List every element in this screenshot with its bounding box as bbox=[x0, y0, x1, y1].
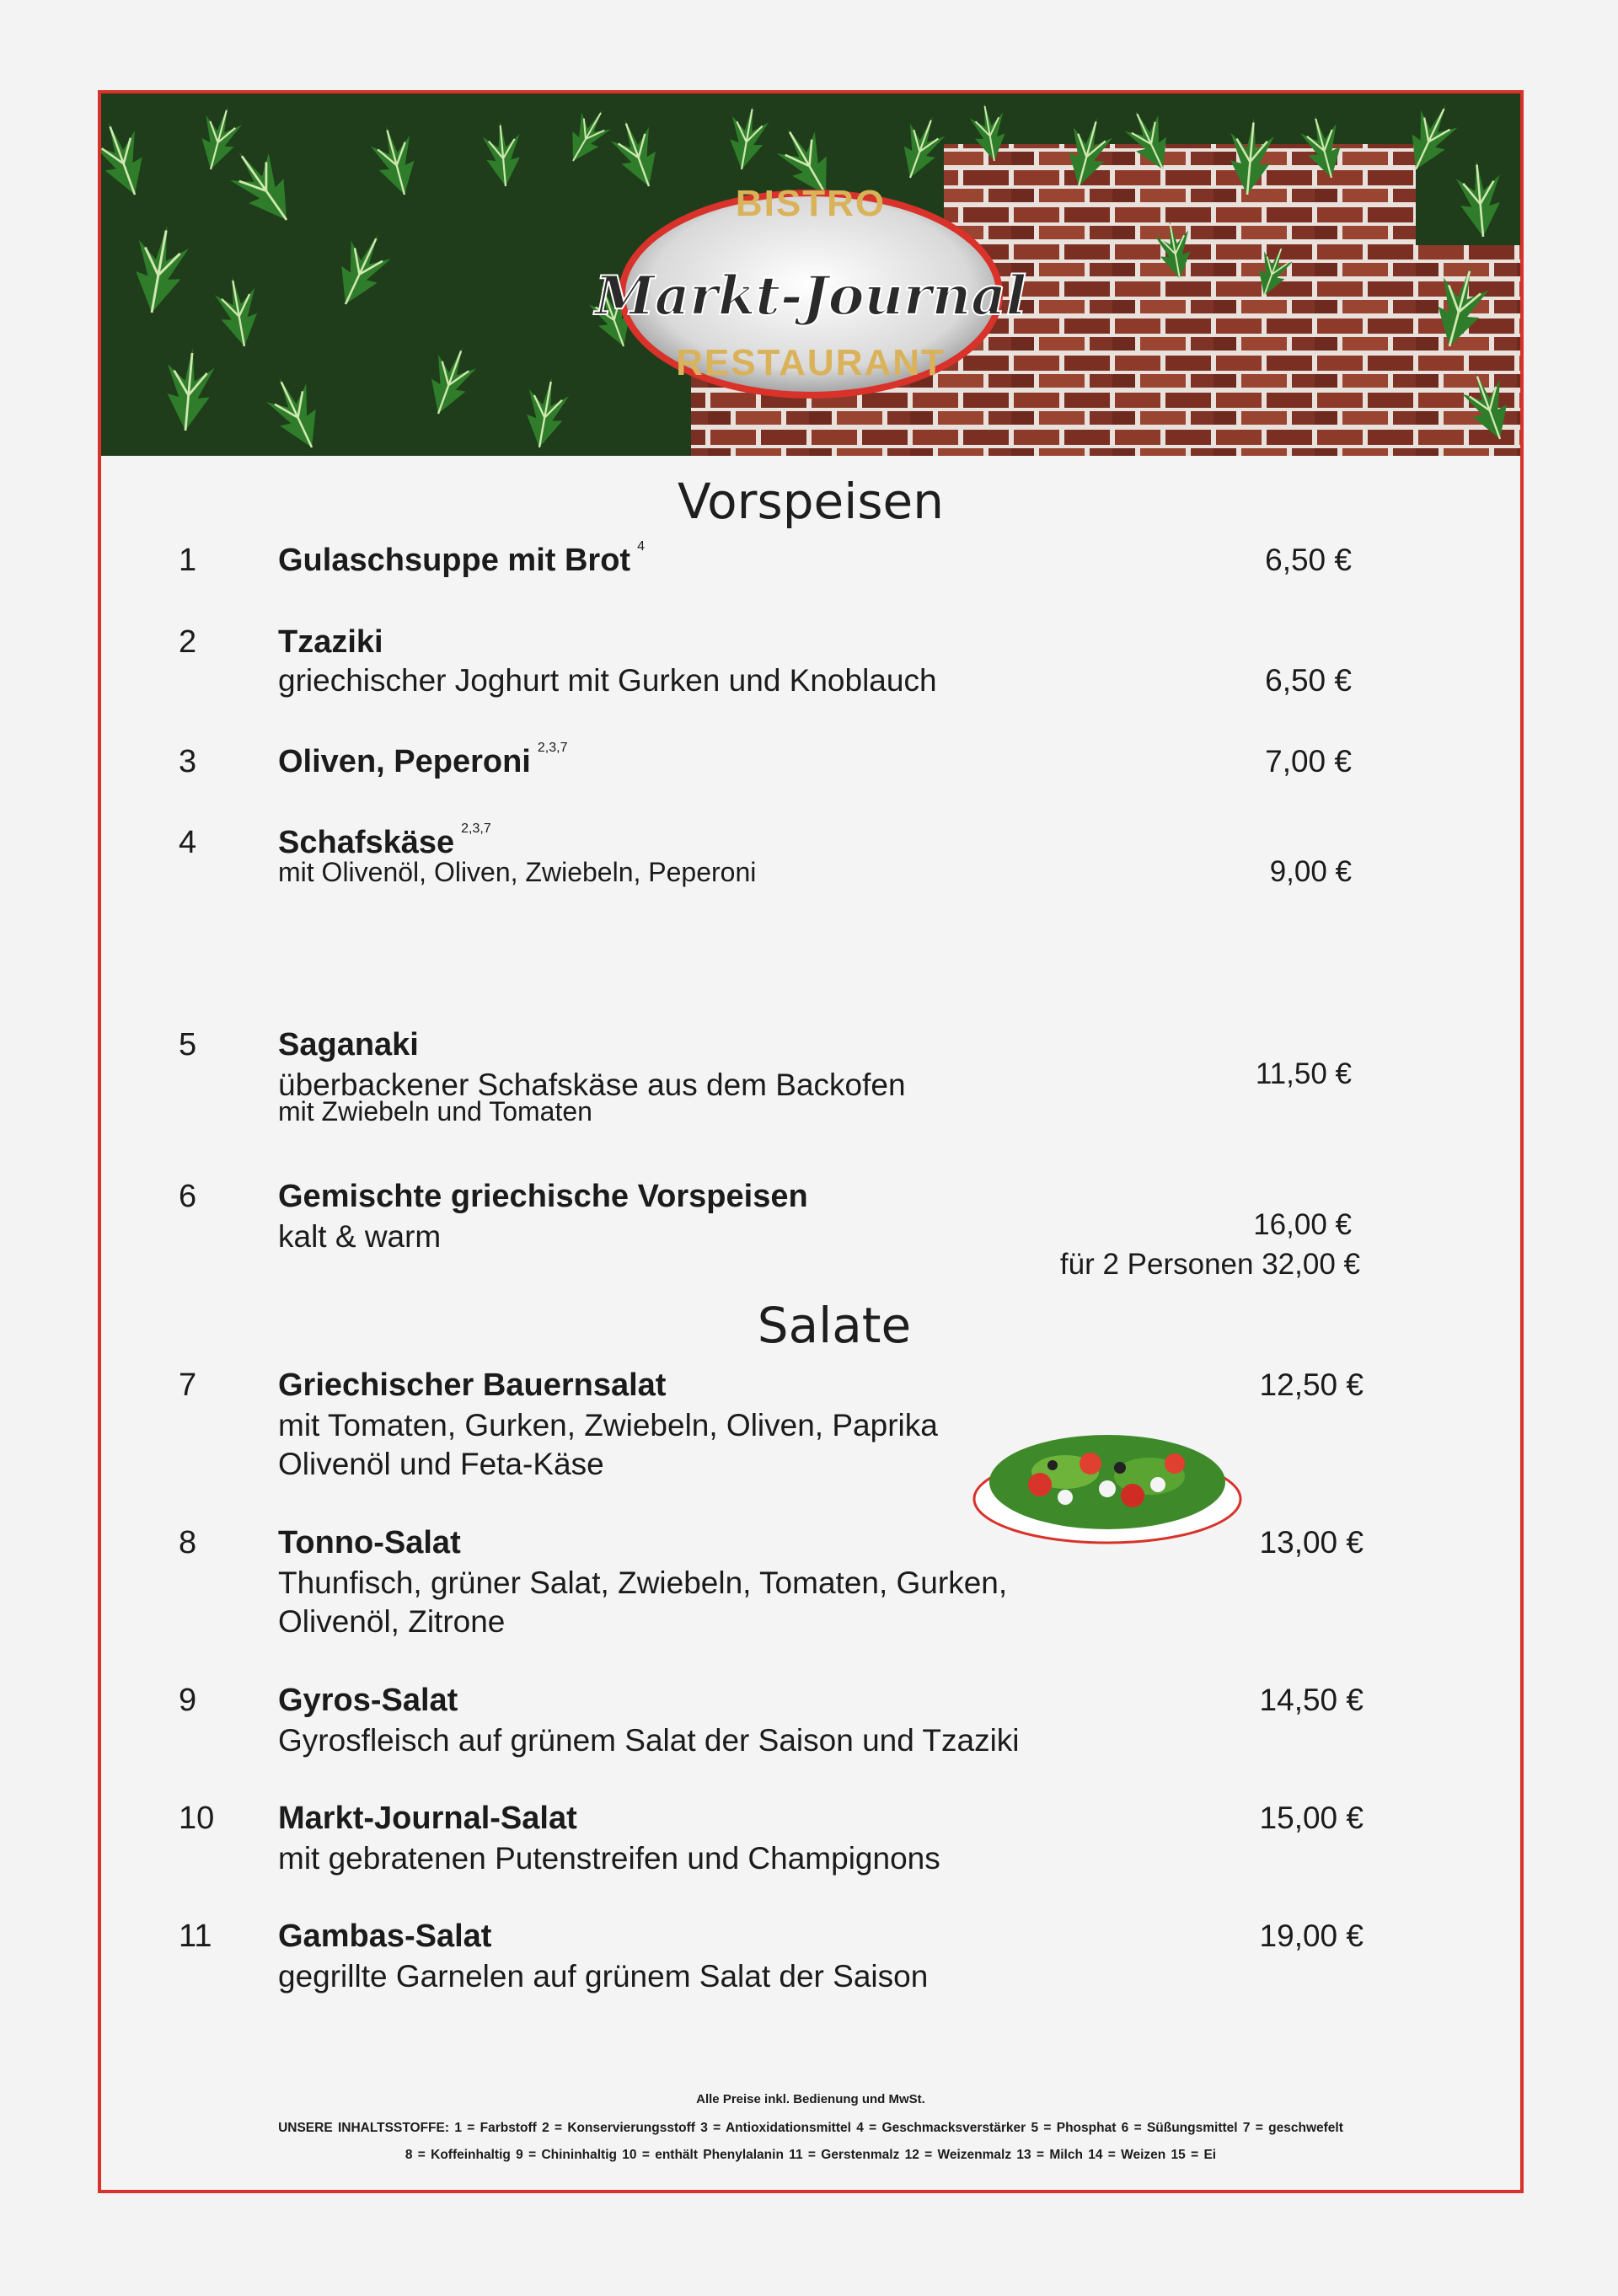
header-banner bbox=[101, 94, 1520, 456]
ingredients-legend-line-1: UNSERE INHALTSSTOFFE: 1 = Farbstoff 2 = Konservierungsstoff 3 = Antioxidationsmittel 4 = Geschmacksverstärker 5 = Phosphat 6 = Süßungsmittel 7 = geschwefelt bbox=[278, 2121, 1343, 2135]
item-name: Markt-Journal-Salat bbox=[278, 1801, 577, 1836]
ingredients-legend-line-2: 8 = Koffeinhaltig 9 = Chininhaltig 10 = enthält Phenylalanin 11 = Gerstenmalz 12 = Weizenmalz 13 = Milch 14 = Weizen 15 = Ei bbox=[404, 2148, 1217, 2162]
menu-page bbox=[98, 90, 1524, 2193]
item-number: 1 bbox=[179, 543, 197, 578]
item-price: 6,50 € bbox=[1265, 663, 1352, 698]
item-description: mit Olivenöl, Oliven, Zwiebeln, Peperoni bbox=[278, 857, 757, 887]
item-description-2: Olivenöl und Feta-Käse bbox=[278, 1447, 604, 1481]
salad-bowl-image bbox=[964, 1405, 1251, 1556]
item-description: Thunfisch, grüner Salat, Zwiebeln, Tomaten, Gurken, bbox=[278, 1565, 1008, 1600]
item-price: 9,00 € bbox=[1269, 855, 1352, 888]
item-price: 7,00 € bbox=[1265, 744, 1352, 779]
item-number: 7 bbox=[179, 1367, 197, 1403]
item-name: Gulaschsuppe mit Brot $^4$ bbox=[278, 539, 645, 578]
item-price: 14,50 € bbox=[1259, 1683, 1364, 1717]
item-price: 13,00 € bbox=[1259, 1525, 1364, 1560]
item-number: 4 bbox=[179, 825, 197, 860]
item-number: 11 bbox=[179, 1919, 212, 1954]
item-description: gegrillte Garnelen auf grünem Salat der Saison bbox=[278, 1959, 929, 1994]
item-description: überbackener Schafskäse aus dem Backofen bbox=[278, 1068, 906, 1102]
item-name: Oliven, Peperoni $^{2,3,7}$ bbox=[278, 741, 568, 779]
price-note: Alle Preise inkl. Bedienung und MwSt. bbox=[696, 2092, 925, 2106]
item-description: mit Tomaten, Gurken, Zwiebeln, Oliven, Paprika bbox=[278, 1408, 938, 1442]
item-price: 11,50 € bbox=[1255, 1057, 1352, 1090]
item-name: Tonno-Salat bbox=[278, 1525, 461, 1560]
svg-text:BISTRO: BISTRO bbox=[735, 183, 887, 224]
allergen-codes: 2,3,7 bbox=[537, 741, 568, 755]
svg-text:Markt-Journal: Markt-Journal bbox=[594, 265, 1027, 328]
item-description: griechischer Joghurt mit Gurken und Knoblauch bbox=[278, 663, 937, 698]
item-price: 16,00 € bbox=[1253, 1208, 1352, 1241]
ivy-brick-banner-image bbox=[101, 94, 1520, 456]
item-number: 3 bbox=[179, 744, 197, 779]
item-name: Gambas-Salat bbox=[278, 1919, 492, 1954]
item-price: 6,50 € bbox=[1265, 543, 1352, 577]
item-number: 9 bbox=[179, 1683, 197, 1718]
item-description-2: mit Zwiebeln und Tomaten bbox=[278, 1096, 592, 1127]
svg-text:RESTAURANT: RESTAURANT bbox=[676, 342, 946, 383]
allergen-codes: 2,3,7 bbox=[461, 822, 491, 836]
item-number: 6 bbox=[179, 1179, 197, 1214]
item-number: 8 bbox=[179, 1525, 197, 1560]
item-description: Gyrosfleisch auf grünem Salat der Saison und Tzaziki bbox=[278, 1723, 1020, 1758]
item-name: Gemischte griechische Vorspeisen bbox=[278, 1179, 808, 1214]
item-name: Saganaki bbox=[278, 1027, 419, 1062]
item-name: Gyros-Salat bbox=[278, 1683, 458, 1718]
item-name: Griechischer Bauernsalat bbox=[278, 1367, 667, 1403]
item-description: kalt & warm bbox=[278, 1219, 442, 1254]
item-price: 12,50 € bbox=[1259, 1367, 1364, 1402]
item-number: 10 bbox=[179, 1801, 215, 1836]
item-price: 15,00 € bbox=[1259, 1801, 1364, 1835]
item-description-2: Olivenöl, Zitrone bbox=[278, 1604, 506, 1639]
item-name: Tzaziki bbox=[278, 624, 383, 660]
item-number: 5 bbox=[179, 1027, 197, 1062]
allergen-codes: 4 bbox=[637, 539, 645, 554]
item-price: 19,00 € bbox=[1259, 1919, 1364, 1953]
item-price-2-persons: für 2 Personen 32,00 € bbox=[1059, 1248, 1360, 1281]
section-title-vorspeisen: Vorspeisen bbox=[678, 473, 944, 530]
item-number: 2 bbox=[179, 624, 197, 660]
section-title-salate: Salate bbox=[757, 1297, 912, 1354]
item-description: mit gebratenen Putenstreifen und Champignons bbox=[278, 1841, 940, 1876]
item-name: Schafskäse $^{2,3,7}$ bbox=[278, 822, 491, 860]
